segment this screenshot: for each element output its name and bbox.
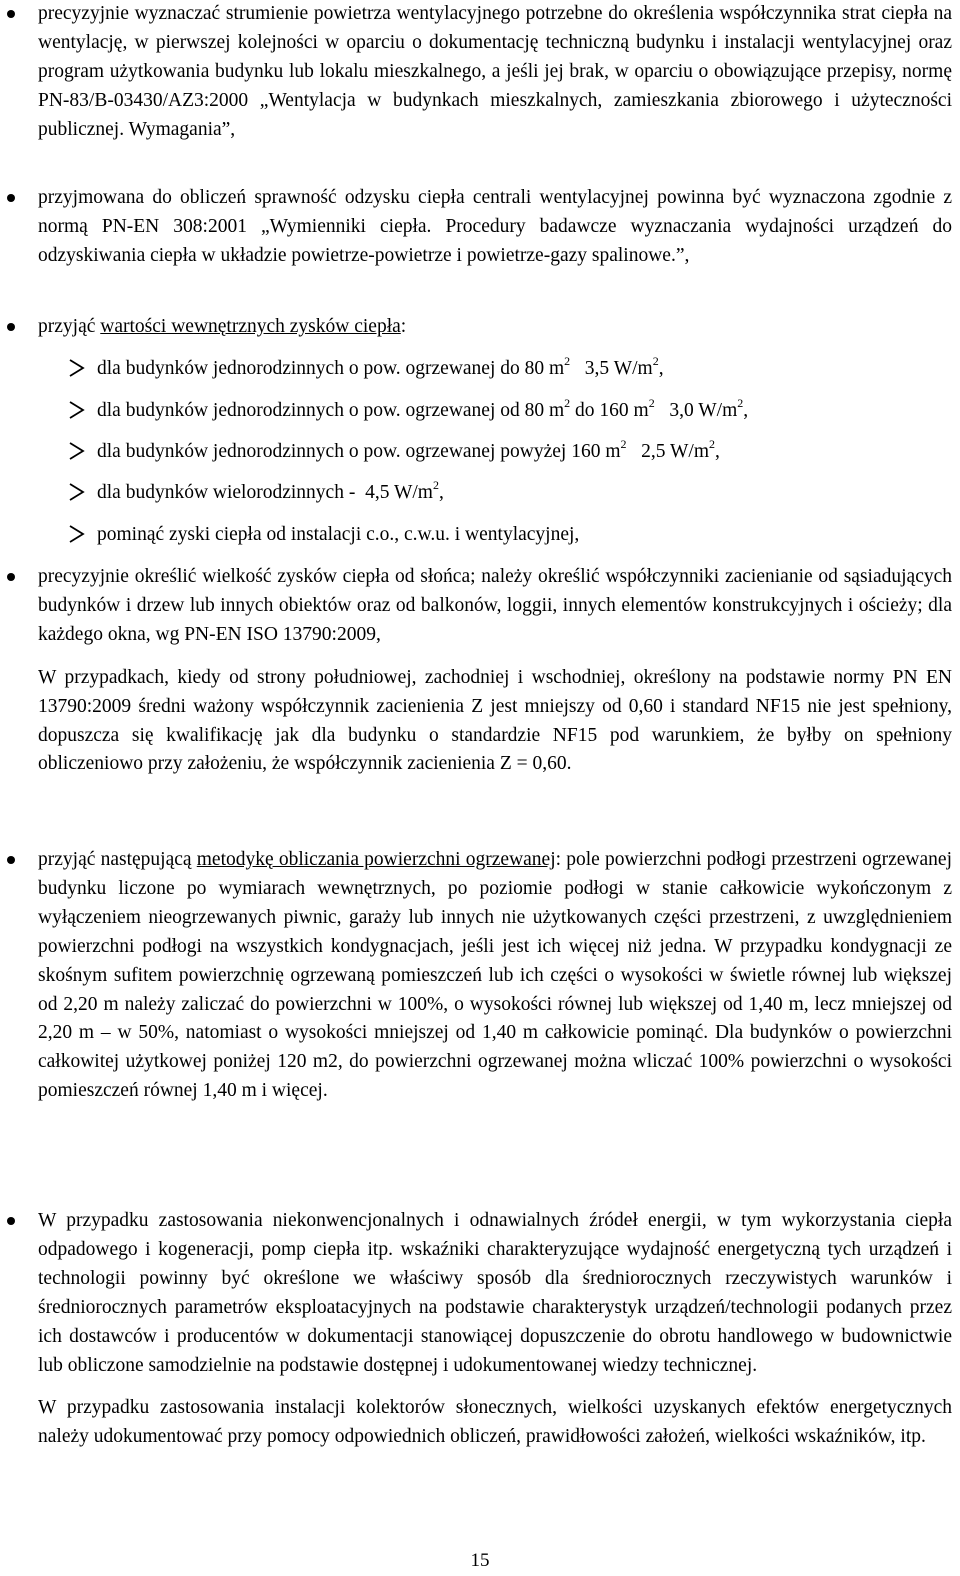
bullet-icon [7, 1217, 15, 1225]
sub-item-gain-1: dla budynków jednorodzinnych o pow. ogrzewanej do 80 $m^2$ 3,5 $W/m^2$, [97, 355, 952, 384]
list-item-ventilation-airflow [38, 0, 952, 145]
arrow-bullet-icon [68, 441, 86, 461]
sub-item-gain-5: pominąć zyski ciepła od instalacji c.o., c.w.u. i wentylacyjnej, [97, 521, 952, 550]
arrow-bullet-icon [68, 482, 86, 502]
bullet-icon [7, 10, 15, 18]
list-item-heated-area [38, 846, 952, 1106]
underlined-term: wartości wewnętrznych zysków ciepła [100, 316, 401, 337]
paragraph-text: przyjąć następującą metodykę obliczania powierzchni ogrzewanej: pole powierzchni podłogi przestrzeni ogrzewanej budynku liczone po wymiarach wewnętrznych, po poziomie podłogi w stanie całkowicie wykończonym z wyłączeniem nieogrzewanych piwnic, garaży lub innych nie użytkowanych części przestrzeni, z uwzględnieniem powierzchni podłogi na wszystkich kondygnacjach, jeśli jest ich więcej niż jedna. W przypadku kondygnacji ze skośnym sufitem powierzchnię ogrzewaną pomieszczeń lub ich części o wysokości w świetle równej lub większej od 2,20 m należy zaliczać do powierzchni w 100%, o wysokości równej lub większej od 1,40 m, lecz mniejszej od 2,20 m – w 50%, natomiast o wysokości mniejszej od 1,40 m całkowicie pominąć. Dla budynków o powierzchni całkowitej użytkowej poniżej 120 m2, do powierzchni ogrzewanej można wliczać 100% powierzchni o wysokości pomieszczeń równej 1,40 m i więcej. [38, 849, 952, 1102]
bullet-icon [7, 323, 15, 331]
sub-item-gain-4: dla budynków wielorodzinnych - 4,5 $W/m^2$, [97, 479, 952, 508]
paragraph-text: W przypadku zastosowania instalacji kolektorów słonecznych, wielkości uzyskanych efektów energetycznych należy udokumentować przy pomocy odpowiednich obliczeń, prawidłowości założeń, wielkości wskaźników, itp. [38, 1397, 952, 1448]
list-item-heat-recovery [38, 184, 952, 271]
paragraph-text: W przypadkach, kiedy od strony południowej, zachodniej i wschodniej, określony na podstawie normy PN EN 13790:2009 średni ważony współczynnik zacienienia Z jest mniejszy od 0,60 i standard NF15 nie jest spełniony, dopuszcza się kwalifikację jak dla budynku o standardzie NF15 pod warunkiem, że byłby on spełniony obliczeniowo przy założeniu, że współczynnik zacienienia Z = 0,60. [38, 666, 952, 775]
list-item-solar-gains [38, 563, 952, 779]
bullet-icon [7, 573, 15, 581]
bullet-icon [7, 194, 15, 202]
paragraph-text: precyzyjnie określić wielkość zysków ciepła od słońca; należy określić współczynniki zacienianie od sąsiadujących budynków i drzew lub innych obiektów oraz od balkonów, loggii, innych elementów konstrukcyjnych i ościeży; dla każdego okna, wg PN-EN ISO 13790:2009, [38, 566, 952, 645]
arrow-bullet-icon [68, 400, 86, 420]
paragraph-text: precyzyjnie wyznaczać strumienie powietrza wentylacyjnego potrzebne do określenia współczynnika strat ciepła na wentylację, w pierwszej kolejności w oparciu o dokumentację techniczną budynku i instalacji wentylacyjnej oraz program użytkowania budynku lub lokalu mieszkalnego, a jeśli jej brak, w oparciu o obowiązujące przepisy, normę PN-83/B-03430/AZ3:2000 „Wentylacja w budynkach mieszkalnych, zamieszkania zbiorowego i użyteczności publicznej. Wymagania”, [38, 3, 952, 140]
list-item-internal-gains [38, 313, 952, 342]
underlined-term: metodykę obliczania powierzchni ogrzewanej [196, 849, 556, 870]
bullet-icon [7, 856, 15, 864]
page-number: 15 [470, 1550, 490, 1571]
arrow-bullet-icon [68, 524, 86, 544]
sub-item-gain-3: dla budynków jednorodzinnych o pow. ogrzewanej powyżej 160 $m^2$ 2,5 $W/m^2$, [97, 438, 952, 467]
paragraph-text: W przypadku zastosowania niekonwencjonalnych i odnawialnych źródeł energii, w tym wykorzystania ciepła odpadowego i kogeneracji, pomp ciepła itp. wskaźniki charakteryzujące wydajność energetyczną tych urządzeń i technologii powinny być określone we właściwy sposób dla średniorocznych rzeczywistych warunków i średniorocznych parametrów eksploatacyjnych na podstawie charakterystyk urządzeń/technologii podanych przez ich dostawców i producentów w dokumentacji stanowiącej dopuszczenie do obrotu handlowego w budownictwie lub obliczone samodzielnie na podstawie dostępnej i udokumentowanej wiedzy technicznej. [38, 1210, 952, 1376]
arrow-bullet-icon [68, 358, 86, 378]
list-item-renewable-sources [38, 1207, 952, 1452]
paragraph-text: przyjmowana do obliczeń sprawność odzysku ciepła centrali wentylacyjnej powinna być wyznaczona zgodnie z normą PN-EN 308:2001 „Wymienniki ciepła. Procedury badawcze wyznaczania wydajności urządzeń do odzyskiwania ciepła w układzie powietrze-powietrze i powietrze-gazy spalinowe.”, [38, 187, 952, 266]
paragraph-text: przyjąć wartości wewnętrznych zysków ciepła: [38, 316, 407, 337]
sub-item-gain-2: dla budynków jednorodzinnych o pow. ogrzewanej od 80 $m^2$ do 160 $m^2$ 3,0 $W/m^2$, [97, 397, 952, 426]
